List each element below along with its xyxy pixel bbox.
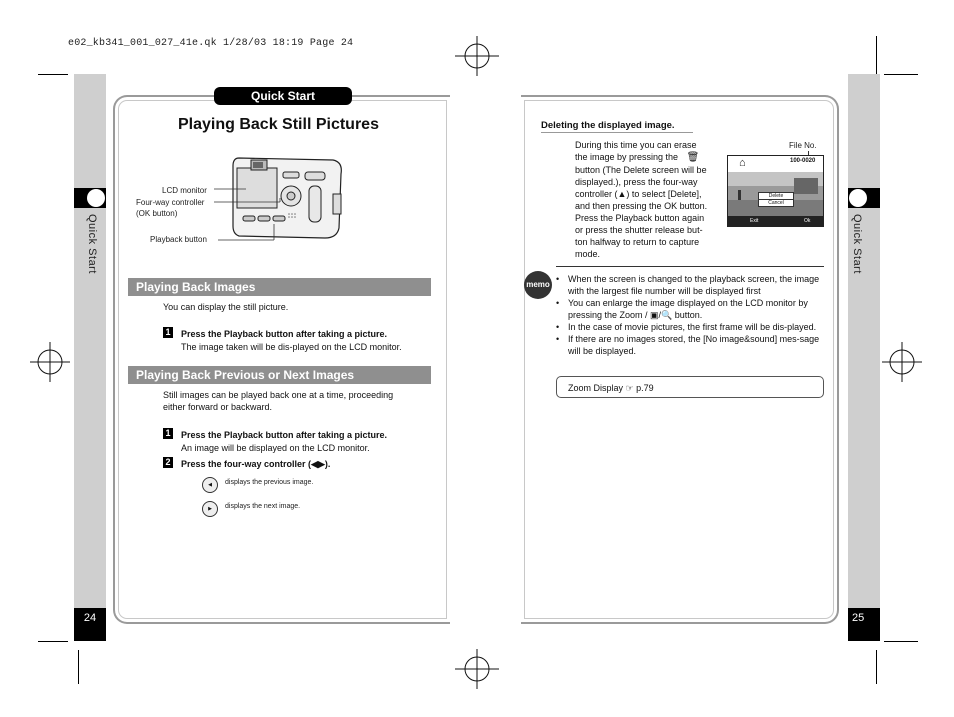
- para-line: Press the Playback button again: [575, 213, 705, 223]
- label-lcd-monitor: LCD monitor: [162, 186, 207, 195]
- para-line: or press the shutter release but-: [575, 225, 703, 235]
- memo-icon: memo: [524, 271, 552, 299]
- lcd-home-icon: ⌂: [739, 157, 746, 169]
- para-line: button (The Delete screen will be: [575, 165, 707, 175]
- ctrl-prev-text: displays the previous image.: [225, 479, 314, 486]
- lcd-ok: Ok: [804, 218, 811, 224]
- section-heading-previous-next: Playing Back Previous or Next Images: [128, 366, 431, 384]
- lcd-exit: Exit: [750, 218, 759, 224]
- label-ok-button: (OK button): [136, 209, 178, 218]
- right-side-tab-label: Quick Start: [851, 214, 863, 274]
- lcd-delete-menu: [758, 192, 794, 207]
- four-way-left-icon: ◀: [202, 477, 218, 493]
- label-playback-button: Playback button: [150, 235, 207, 244]
- para-line: displayed.), press the four-way: [575, 177, 698, 187]
- para-line: and then pressing the OK button.: [575, 201, 708, 211]
- ctrl-next-text: displays the next image.: [225, 503, 301, 510]
- lcd-menu-cancel: Cancel: [768, 200, 784, 206]
- section1-step1-result: The image taken will be dis-played on the LCD monitor.: [181, 342, 402, 352]
- right-page-number: 25: [848, 608, 880, 641]
- page-title: Playing Back Still Pictures: [178, 116, 379, 133]
- section2-intro-line2: either forward or backward.: [163, 402, 273, 412]
- print-slug: e02_kb341_001_027_41e.qk 1/28/03 18:19 Page 24: [68, 38, 354, 49]
- right-tab-circle: [849, 189, 867, 207]
- memo-item: • In the case of movie pictures, the first frame will be dis-played.: [556, 321, 824, 333]
- trash-icon: 🗑: [686, 152, 700, 163]
- step-number: 1: [163, 428, 173, 439]
- memo-list: [556, 273, 824, 357]
- section2-step1-instruction: Press the Playback button after taking a picture.: [181, 430, 388, 440]
- lcd-bottom-bar: [728, 216, 823, 226]
- step-number: 1: [163, 327, 173, 338]
- section2-intro-line1: Still images can be played back one at a time, proceeding: [163, 390, 394, 400]
- four-way-right-icon: ▶: [202, 501, 218, 517]
- memo-item: • When the screen is changed to the playback screen, the image with the largest file number will be displayed first: [556, 273, 824, 297]
- memo-divider: [556, 266, 824, 267]
- left-tab-circle: [87, 189, 105, 207]
- reference-box: Zoom Display ☞ p.79: [556, 376, 824, 398]
- lcd-menu-delete: Delete: [759, 193, 793, 200]
- lcd-screen: [727, 155, 824, 227]
- right-subheading: Deleting the displayed image.: [541, 120, 675, 131]
- para-line: the image by pressing the: [575, 152, 679, 162]
- label-four-way-controller: Four-way controller: [136, 198, 205, 207]
- section-heading-playing-back-images: Playing Back Images: [128, 278, 431, 296]
- file-no-label: File No.: [789, 141, 817, 150]
- delete-instructions: [575, 139, 725, 260]
- section2-step1-result: An image will be displayed on the LCD monitor.: [181, 443, 370, 453]
- step-number: 2: [163, 457, 173, 468]
- left-side-tab-label: Quick Start: [86, 214, 98, 274]
- section2-step2-instruction: Press the four-way controller (◀▶).: [181, 459, 331, 469]
- para-line: controller (▲) to select [Delete],: [575, 189, 702, 199]
- section1-intro: You can display the still picture.: [163, 302, 289, 312]
- para-line: During this time you can erase: [575, 140, 697, 150]
- left-side-bar: [74, 74, 106, 608]
- callout-lines: [210, 180, 310, 245]
- right-side-bar: [848, 74, 880, 608]
- para-line: ton halfway to return to capture: [575, 237, 700, 247]
- memo-item: • If there are no images stored, the [No image&sound] mes-sage will be displayed.: [556, 333, 824, 357]
- section-pill: Quick Start: [214, 87, 352, 105]
- lcd-file-number: 100-0020: [790, 158, 816, 164]
- left-page-number: 24: [74, 608, 106, 641]
- para-line: mode.: [575, 249, 601, 259]
- section1-step1-instruction: Press the Playback button after taking a picture.: [181, 329, 388, 339]
- memo-item: • You can enlarge the image displayed on the LCD monitor by pressing the Zoom / ▣/🔍 button.: [556, 297, 824, 321]
- subheading-underline: [541, 132, 693, 133]
